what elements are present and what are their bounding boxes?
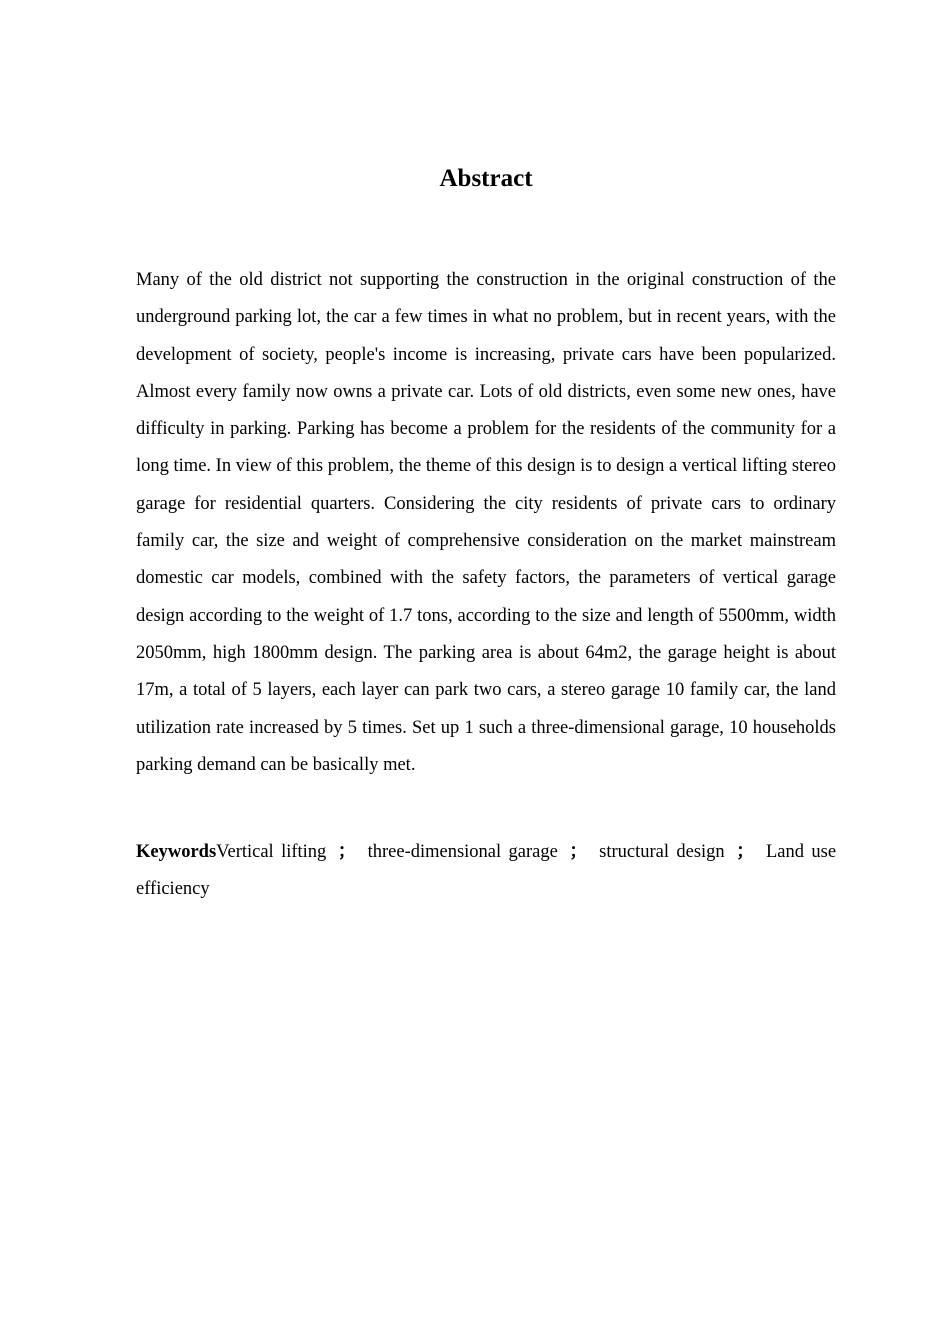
keyword-separator: ； — [736, 842, 755, 862]
keywords-line — [136, 834, 836, 909]
keywords-label: Keywords — [136, 842, 217, 862]
abstract-paragraph: Many of the old district not supporting the construction in the original construction of the underground parking lot, the car a few times in what no problem, but in recent years, with the development of society, people's income is increasing, private cars have been popularized. Almost every family now owns a private car. Lots of old districts, even some new ones, have difficulty in parking. Parking has become a problem for the residents of the community for a long time. In view of this problem, the theme of this design is to design a vertical lifting stereo garage for residential quarters. Considering the city residents of private cars to ordinary family car, the size and weight of comprehensive consideration on the market mainstream domestic car models, combined with the safety factors, the parameters of vertical garage design according to the weight of 1.7 tons, according to the size and length of 5500mm, width 2050mm, high 1800mm design. The parking area is about 64m2, the garage height is about 17m, a total of 5 layers, each layer can park two cars, a stereo garage 10 family car, the land utilization rate increased by 5 times. Set up 1 such a three-dimensional garage, 10 households parking demand can be basically met. — [136, 270, 836, 775]
page-title: Abstract — [439, 165, 533, 192]
keyword-separator: ； — [569, 842, 588, 862]
keyword-item: Land use efficiency — [136, 842, 837, 900]
keyword-item: three-dimensional garage — [367, 842, 558, 862]
keyword-item: structural design — [599, 842, 725, 862]
keyword-item: Vertical lifting — [216, 842, 327, 862]
keyword-separator: ； — [337, 842, 357, 862]
